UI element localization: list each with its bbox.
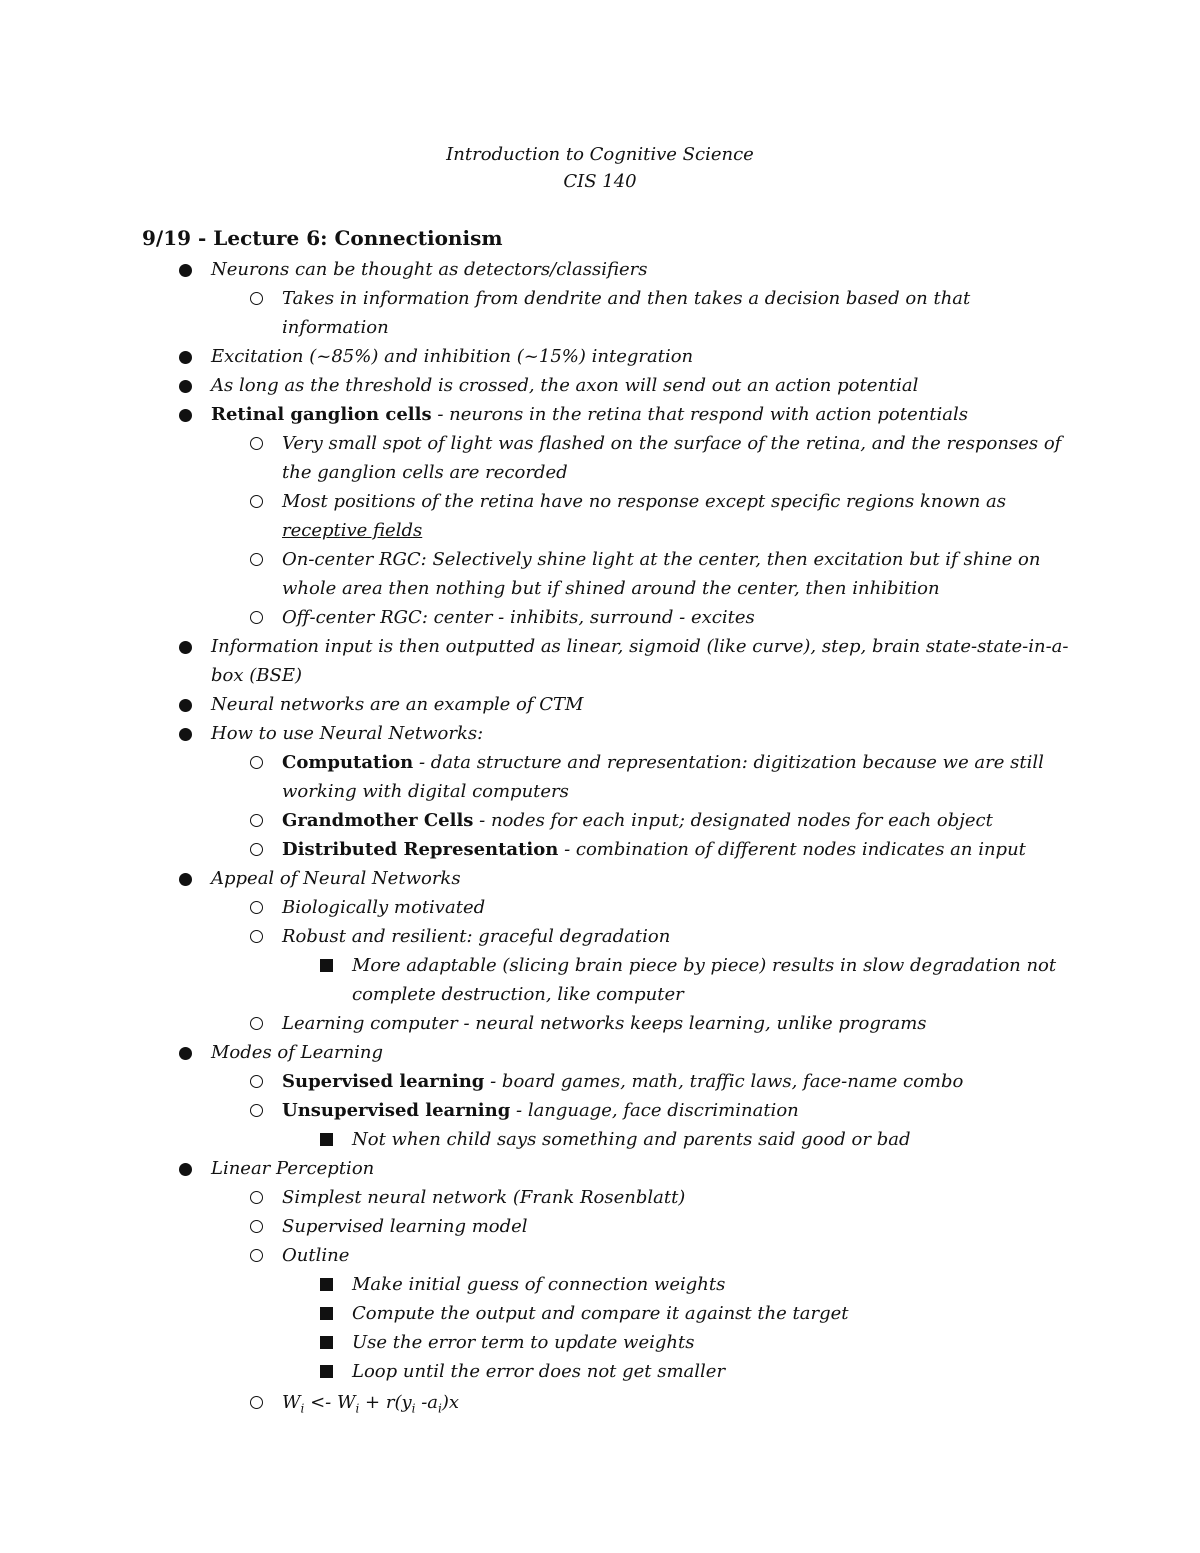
- note-subitem: Most positions of the retina have no response except specific regions known as: [282, 491, 1007, 512]
- note-subitem: Off-center RGC: center - inhibits, surround - excites: [282, 607, 755, 628]
- formula-subscript: i: [411, 1401, 416, 1416]
- bullet-disc-icon: [179, 1047, 192, 1060]
- bullet-circle-icon: [250, 843, 263, 856]
- note-subsubitem-cont: complete destruction, like computer: [352, 984, 684, 1005]
- bullet-square-icon: [320, 1278, 333, 1291]
- note-item-cont: box (BSE): [211, 665, 302, 686]
- note-subitem: Learning computer - neural networks keeps learning, unlike programs: [282, 1013, 927, 1034]
- bullet-circle-icon: [250, 292, 263, 305]
- bullet-disc-icon: [179, 264, 192, 277]
- note-subitem-cont: the ganglion cells are recorded: [282, 462, 568, 483]
- note-subitem-cont: working with digital computers: [282, 781, 569, 802]
- bullet-circle-icon: [250, 1075, 263, 1088]
- note-item: Neural networks are an example of CTM: [211, 694, 584, 715]
- note-subitem-cont: information: [282, 317, 389, 338]
- note-subitem: Takes in information from dendrite and then takes a decision based on that: [282, 288, 971, 309]
- definition: - combination of different nodes indicates an input: [558, 839, 1026, 860]
- course-title: Introduction to Cognitive Science: [446, 144, 754, 165]
- note-subitem: [282, 1096, 799, 1125]
- note-subitem: Very small spot of light was flashed on the surface of the retina, and the responses of: [282, 433, 1062, 454]
- term: Computation: [282, 752, 414, 773]
- bullet-square-icon: [320, 1133, 333, 1146]
- bullet-circle-icon: [250, 1104, 263, 1117]
- note-subitem: Outline: [282, 1245, 350, 1266]
- note-subsubitem: Use the error term to update weights: [352, 1332, 695, 1353]
- note-item: Neurons can be thought as detectors/classifiers: [211, 259, 648, 280]
- note-subitem: Supervised learning model: [282, 1216, 528, 1237]
- bullet-disc-icon: [179, 699, 192, 712]
- formula-part: W: [282, 1392, 301, 1413]
- note-item: Excitation (~85%) and inhibition (~15%) integration: [211, 346, 694, 367]
- note-item: Appeal of Neural Networks: [211, 868, 461, 889]
- bullet-circle-icon: [250, 901, 263, 914]
- bullet-circle-icon: [250, 1396, 263, 1409]
- note-subitem: Simplest neural network (Frank Rosenblatt): [282, 1187, 686, 1208]
- bullet-disc-icon: [179, 1163, 192, 1176]
- bullet-disc-icon: [179, 728, 192, 741]
- note-subsubitem: Not when child says something and parents said good or bad: [352, 1129, 911, 1150]
- note-subsubitem: Loop until the error does not get smaller: [352, 1361, 726, 1382]
- note-subsubitem: More adaptable (slicing brain piece by piece) results in slow degradation not: [352, 955, 1057, 976]
- bullet-circle-icon: [250, 1191, 263, 1204]
- formula-part: -a: [415, 1392, 439, 1413]
- bullet-circle-icon: [250, 1017, 263, 1030]
- formula-subscript: i: [300, 1401, 305, 1416]
- note-item: [211, 400, 968, 429]
- bullet-circle-icon: [250, 553, 263, 566]
- term: Grandmother Cells: [282, 810, 474, 831]
- bullet-circle-icon: [250, 495, 263, 508]
- note-subitem: Biologically motivated: [282, 897, 486, 918]
- bullet-circle-icon: [250, 611, 263, 624]
- bullet-square-icon: [320, 959, 333, 972]
- definition: - nodes for each input; designated nodes for each object: [473, 810, 993, 831]
- formula-subscript: i: [438, 1401, 442, 1416]
- bullet-circle-icon: [250, 930, 263, 943]
- note-item: Information input is then outputted as linear, sigmoid (like curve), step, brain state-state-in-a-: [211, 636, 1069, 657]
- bullet-circle-icon: [250, 1220, 263, 1233]
- bullet-square-icon: [320, 1307, 333, 1320]
- note-item: Modes of Learning: [211, 1042, 384, 1063]
- note-subitem: [282, 806, 993, 835]
- definition: - neurons in the retina that respond with action potentials: [431, 404, 968, 425]
- bullet-disc-icon: [179, 641, 192, 654]
- definition: - language, face discrimination: [510, 1100, 799, 1121]
- formula-subscript: i: [355, 1401, 360, 1416]
- note-subitem-cont: receptive fields: [282, 520, 423, 541]
- note-item: How to use Neural Networks:: [211, 723, 484, 744]
- note-subitem: [282, 748, 1044, 777]
- bullet-circle-icon: [250, 1249, 263, 1262]
- definition: - data structure and representation: digitization because we are still: [413, 752, 1044, 773]
- course-code: CIS 140: [563, 171, 637, 192]
- bullet-circle-icon: [250, 814, 263, 827]
- note-subsubitem: Compute the output and compare it against the target: [352, 1303, 849, 1324]
- bullet-disc-icon: [179, 409, 192, 422]
- formula-part: + r(y: [359, 1392, 412, 1413]
- formula-part: )x: [441, 1392, 460, 1413]
- definition: - board games, math, traffic laws, face-name combo: [484, 1071, 964, 1092]
- term: Retinal ganglion cells: [211, 404, 432, 425]
- weight-update-formula: [282, 1388, 459, 1424]
- note-subsubitem: Make initial guess of connection weights: [352, 1274, 726, 1295]
- lecture-heading: 9/19 - Lecture 6: Connectionism: [142, 226, 503, 250]
- term: Distributed Representation: [282, 839, 559, 860]
- term: Unsupervised learning: [282, 1100, 511, 1121]
- note-item: Linear Perception: [211, 1158, 375, 1179]
- term: Supervised learning: [282, 1071, 485, 1092]
- bullet-disc-icon: [179, 873, 192, 886]
- note-subitem: On-center RGC: Selectively shine light at the center, then excitation but if shine on: [282, 549, 1041, 570]
- note-subitem-cont: whole area then nothing but if shined around the center, then inhibition: [282, 578, 940, 599]
- note-item: As long as the threshold is crossed, the axon will send out an action potential: [211, 375, 919, 396]
- formula-part: <- W: [304, 1392, 356, 1413]
- bullet-disc-icon: [179, 380, 192, 393]
- bullet-circle-icon: [250, 756, 263, 769]
- bullet-square-icon: [320, 1365, 333, 1378]
- note-subitem: [282, 835, 1026, 864]
- bullet-disc-icon: [179, 351, 192, 364]
- note-subitem: [282, 1067, 963, 1096]
- note-subitem: Robust and resilient: graceful degradation: [282, 926, 671, 947]
- bullet-square-icon: [320, 1336, 333, 1349]
- bullet-circle-icon: [250, 437, 263, 450]
